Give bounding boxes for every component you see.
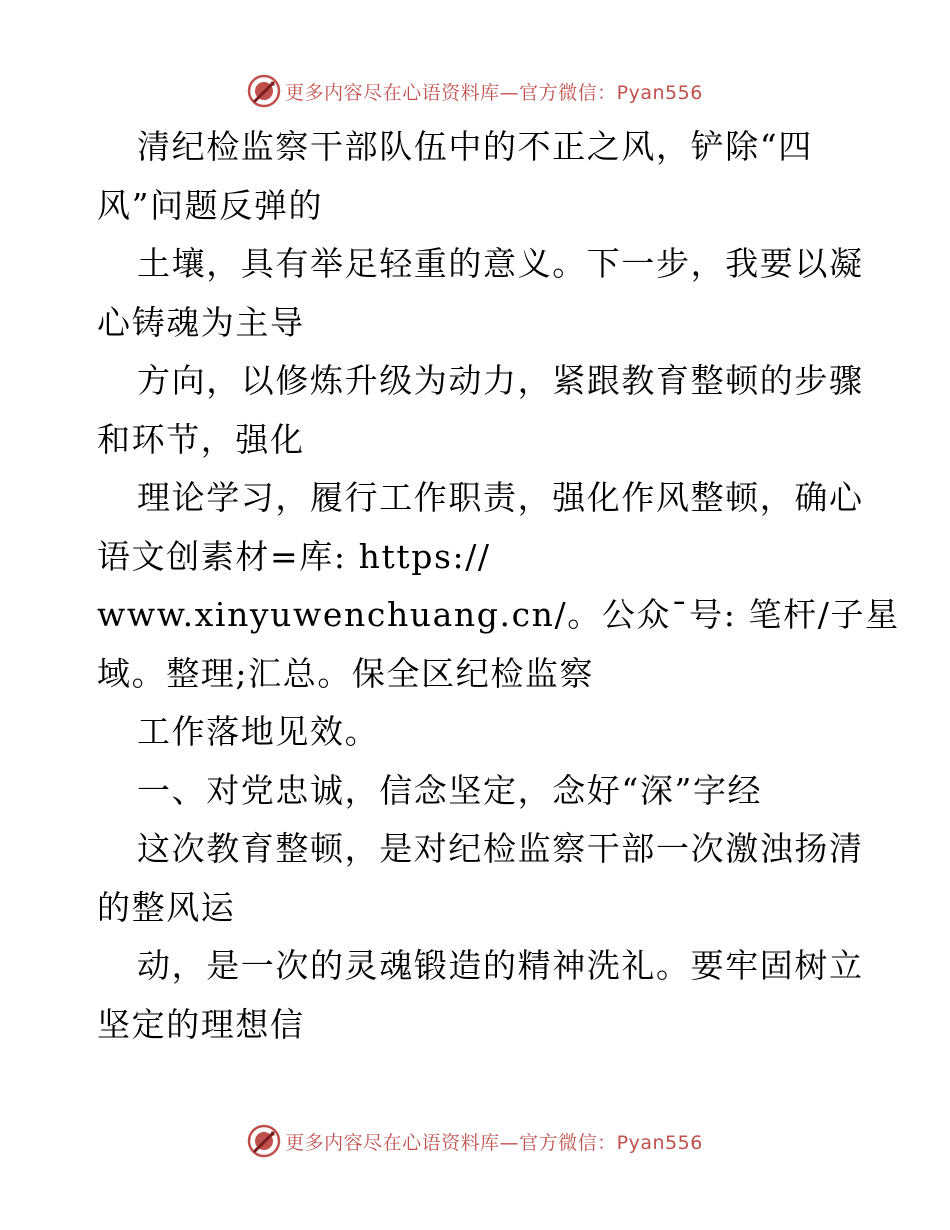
document-body bbox=[97, 118, 900, 1054]
footer-banner bbox=[0, 1121, 950, 1161]
text-line: 土壤，具有举足轻重的意义。下一步，我要以凝 bbox=[137, 244, 864, 283]
text-line: 坚定的理想信 bbox=[97, 1004, 305, 1044]
footer-banner-text: 更多内容尽在心语资料库—官方微信：Pyan556 bbox=[285, 1131, 703, 1154]
text-line: 的整风运 bbox=[97, 887, 236, 927]
text-line: 工作落地见效。 bbox=[137, 712, 380, 751]
text-line: 方向，以修炼升级为动力，紧跟教育整顿的步骤 bbox=[137, 361, 864, 400]
text-line: 动，是一次的灵魂锻造的精神洗礼。要牢固树立 bbox=[137, 946, 864, 985]
text-line: 域。整理;汇总。保全区纪检监察 bbox=[97, 653, 595, 693]
text-line: 理论学习，履行工作职责，强化作风整顿，确心 bbox=[137, 478, 864, 517]
text-line: 心铸魂为主导 bbox=[97, 302, 305, 342]
pen-logo-icon bbox=[247, 74, 281, 108]
text-line: 和环节，强化 bbox=[97, 419, 305, 459]
text-line: www.xinyuwenchuang.cn/。公众¯号: 笔杆/子星 bbox=[97, 595, 900, 634]
text-line: 风”问题反弹的 bbox=[97, 185, 324, 225]
text-line: 清纪检监察干部队伍中的不正之风，铲除“四 bbox=[137, 127, 813, 166]
text-line: 一、对党忠诚，信念坚定，念好“深”字经 bbox=[137, 770, 763, 810]
header-banner-text: 更多内容尽在心语资料库—官方微信：Pyan556 bbox=[285, 81, 703, 104]
header-banner bbox=[0, 71, 950, 111]
text-line: 这次教育整顿，是对纪检监察干部一次激浊扬清 bbox=[137, 829, 864, 868]
pen-logo-icon bbox=[247, 1124, 281, 1158]
text-line: 语文创素材=库: https:// bbox=[97, 536, 491, 576]
